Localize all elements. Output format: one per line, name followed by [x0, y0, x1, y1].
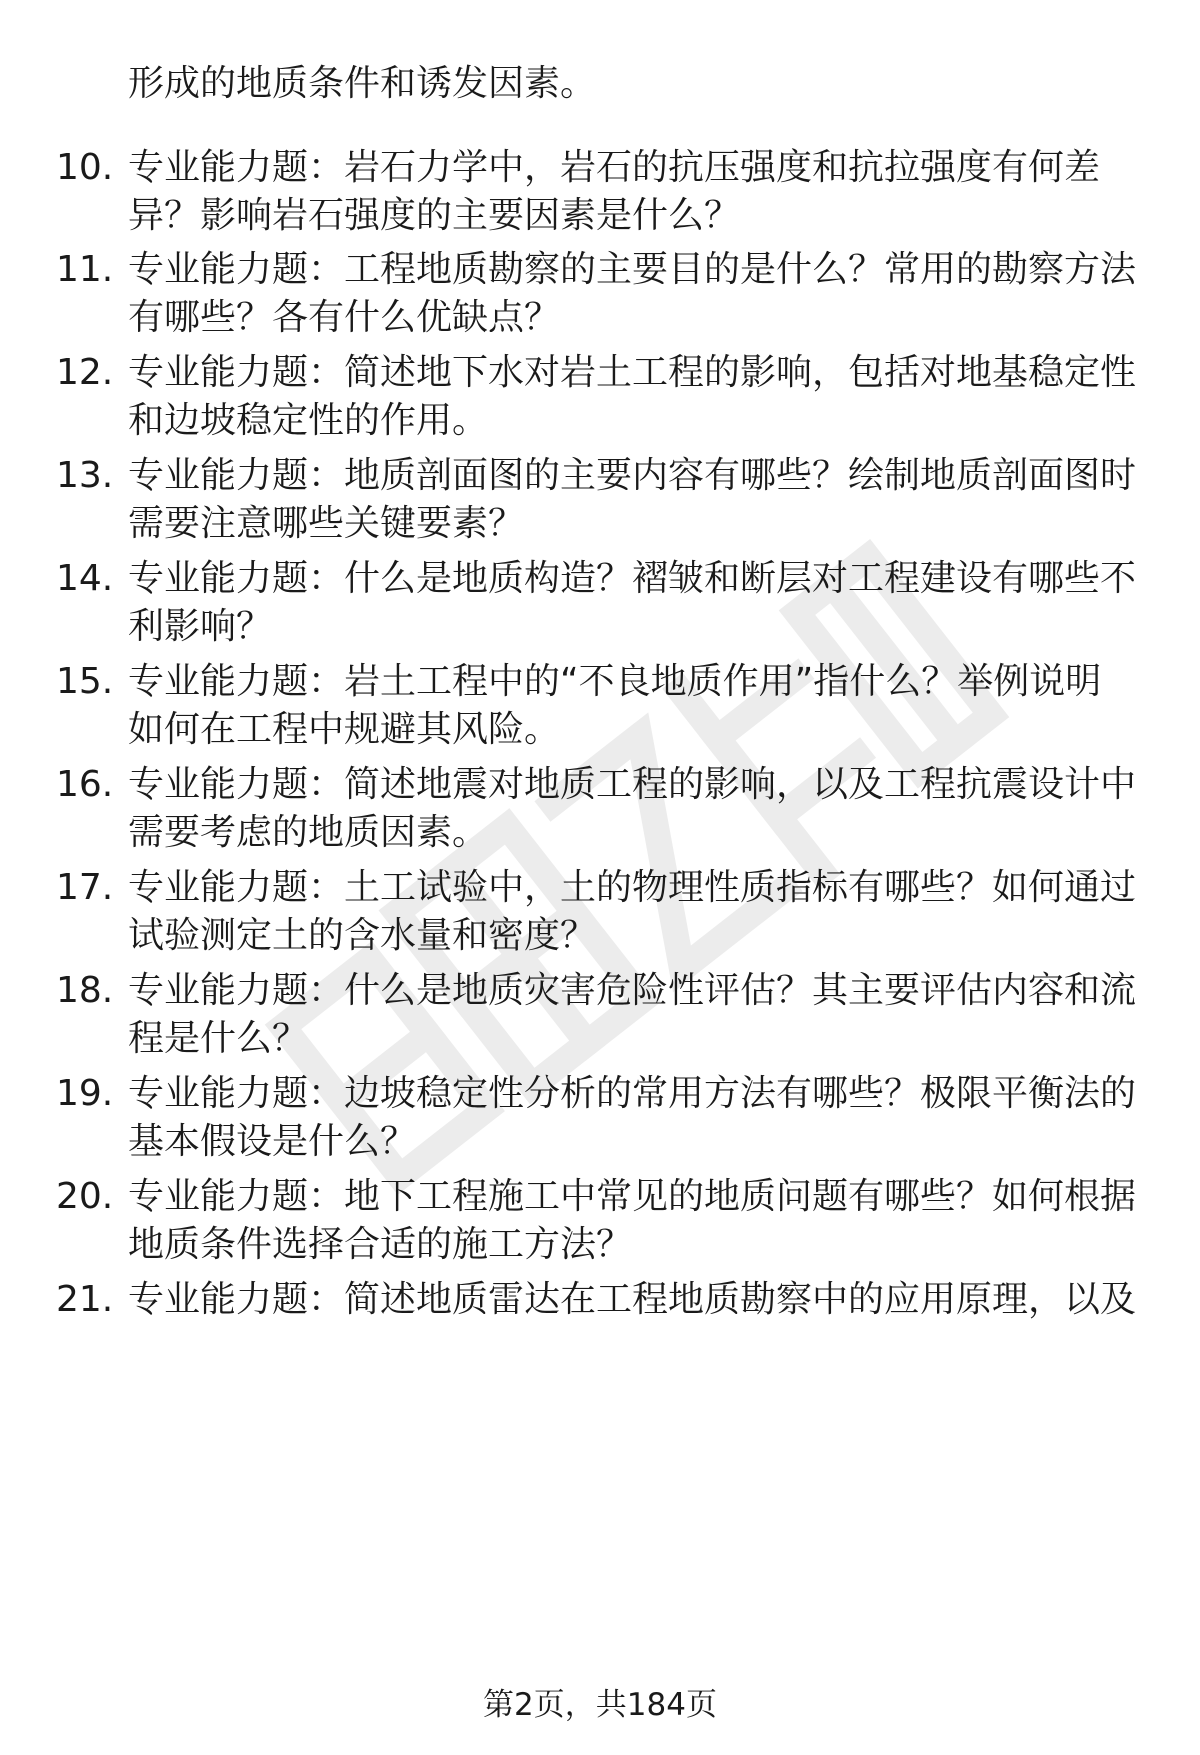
question-line: 专业能力题：岩石力学中，岩石的抗压强度和抗拉强度有何差	[128, 147, 1101, 188]
question-text	[128, 761, 1143, 857]
question-text	[128, 555, 1143, 651]
question-number: 15.	[56, 661, 114, 702]
question-number: 12.	[56, 352, 114, 393]
question-text	[128, 144, 1143, 240]
page-footer: 第2页，共184页	[483, 1687, 717, 1723]
question-line: 专业能力题：边坡稳定性分析的常用方法有哪些？极限平衡法的	[128, 1073, 1137, 1114]
question-text	[128, 246, 1143, 342]
question-line: 试验测定土的含水量和密度？	[128, 915, 597, 956]
question-number: 21.	[56, 1279, 114, 1320]
question-line: 基本假设是什么？	[128, 1121, 417, 1162]
question-line: 需要注意哪些关键要素？	[128, 503, 525, 544]
question-number: 19.	[56, 1073, 114, 1114]
question-line: 专业能力题：简述地震对地质工程的影响，以及工程抗震设计中	[128, 764, 1137, 805]
question-line: 需要考虑的地质因素。	[128, 812, 489, 853]
question-text	[128, 864, 1143, 960]
question-number: 18.	[56, 970, 114, 1011]
question-line: 专业能力题：土工试验中，土的物理性质指标有哪些？如何通过	[128, 867, 1137, 908]
question-line: 和边坡稳定性的作用。	[128, 400, 489, 441]
question-line: 利影响？	[128, 606, 273, 647]
question-number: 16.	[56, 764, 114, 805]
question-line: 专业能力题：地质剖面图的主要内容有哪些？绘制地质剖面图时	[128, 455, 1137, 496]
question-text	[128, 967, 1143, 1063]
question-text	[128, 658, 1143, 754]
question-number: 20.	[56, 1176, 114, 1217]
question-number: 14.	[56, 558, 114, 599]
question-number: 11.	[56, 249, 114, 290]
question-line: 有哪些？各有什么优缺点？	[128, 297, 561, 338]
question-line: 专业能力题：什么是地质灾害危险性评估？其主要评估内容和流	[128, 970, 1137, 1011]
question-line: 异？影响岩石强度的主要因素是什么？	[128, 195, 741, 236]
question-number: 17.	[56, 867, 114, 908]
question-text	[128, 1070, 1143, 1166]
question-line: 程是什么？	[128, 1018, 309, 1059]
question-line: 专业能力题：什么是地质构造？褶皱和断层对工程建设有哪些不	[128, 558, 1137, 599]
question-line: 专业能力题：地下工程施工中常见的地质问题有哪些？如何根据	[128, 1176, 1137, 1217]
question-line: 专业能力题：岩土工程中的“不良地质作用”指什么？举例说明	[128, 661, 1102, 702]
question-line: 专业能力题：简述地下水对岩土工程的影响，包括对地基稳定性	[128, 352, 1137, 393]
question-text	[128, 1276, 1143, 1324]
question-line: 地质条件选择合适的施工方法？	[128, 1224, 633, 1265]
question-text	[128, 349, 1143, 445]
question-text	[128, 452, 1143, 548]
question-text	[128, 1173, 1143, 1269]
question-number: 10.	[56, 147, 114, 188]
question-line: 专业能力题：工程地质勘察的主要目的是什么？常用的勘察方法	[128, 249, 1137, 290]
question-line: 如何在工程中规避其风险。	[128, 709, 561, 750]
question-number: 13.	[56, 455, 114, 496]
question-line: 专业能力题：简述地质雷达在工程地质勘察中的应用原理，以及	[128, 1279, 1137, 1320]
continuation-line: 形成的地质条件和诱发因素。	[128, 63, 597, 104]
